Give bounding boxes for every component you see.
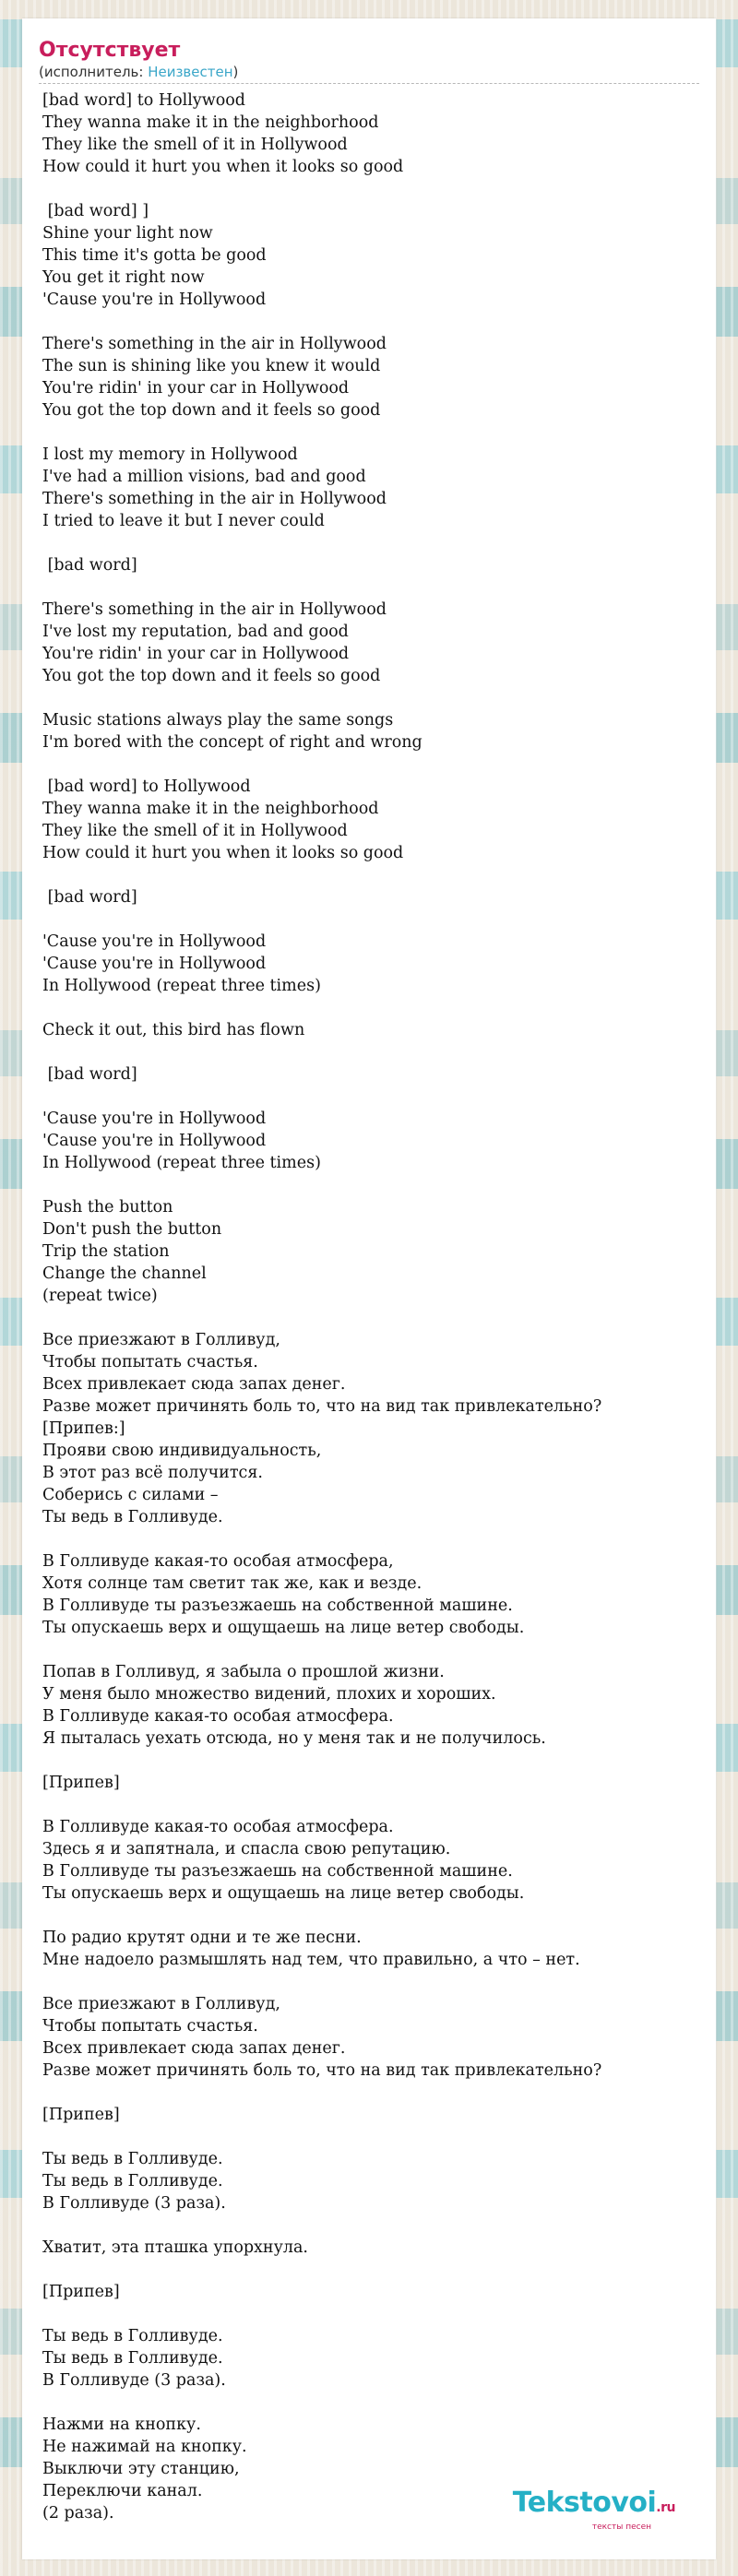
artist-suffix: ) — [232, 64, 239, 80]
logo-tld: .ru — [656, 2500, 675, 2515]
lyric-line: They wanna make it in the neighborhood — [42, 113, 379, 132]
lyric-line: Нажми на кнопку. — [42, 2416, 201, 2434]
lyric-line: In Hollywood (repeat three times) — [42, 1154, 321, 1172]
lyric-line: Don't push the button — [42, 1220, 222, 1239]
stanza-gap — [42, 2392, 699, 2414]
lyric-line: You're ridin' in your car in Hollywood — [42, 645, 350, 663]
lyric-line: Чтобы попытать счастья. — [42, 1353, 258, 1371]
lyric-line: [bad word] ] — [42, 202, 149, 220]
lyric-line: How could it hurt you when it looks so good — [42, 158, 404, 176]
lyric-line: Хватит, эта пташка упорхнула. — [42, 2238, 308, 2257]
stanza-gap — [42, 532, 699, 554]
stanza-gap — [42, 1750, 699, 1772]
stanza-gap — [42, 1639, 699, 1661]
lyric-line: They wanna make it in the neighborhood — [42, 800, 379, 818]
lyric-line: [bad word] — [42, 1065, 137, 1084]
lyric-line: Мне надоело размышлять над тем, что правильно, а что – нет. — [42, 1951, 580, 1969]
lyric-line: Хотя солнце там светит так же, как и везде. — [42, 1574, 423, 1593]
stanza-gap — [42, 2082, 699, 2104]
artist-line — [39, 63, 699, 84]
stanza-gap — [42, 2214, 699, 2237]
lyric-line: Change the channel — [42, 1264, 207, 1283]
lyric-line: Всех привлекает сюда запах денег. — [42, 2039, 346, 2058]
lyric-line: По радио крутят одни и те же песни. — [42, 1929, 362, 1947]
lyric-line: В Голливуде ты разъезжаешь на собственной машине. — [42, 1597, 513, 1615]
lyric-line: В этот раз всё получится. — [42, 1464, 263, 1482]
lyric-line: You got the top down and it feels so good — [42, 401, 381, 420]
lyric-line: 'Cause you're in Hollywood — [42, 1110, 267, 1128]
lyric-line: I've had a million visions, bad and good — [42, 468, 366, 486]
lyric-line: Переключи канал. — [42, 2482, 203, 2500]
lyric-line: Все приезжают в Голливуд, — [42, 1995, 280, 2013]
stanza-gap — [42, 421, 699, 444]
stanza-gap — [42, 864, 699, 886]
stanza-gap — [42, 1528, 699, 1550]
stanza-gap — [42, 2303, 699, 2325]
lyric-line: Разве может причинять боль то, что на вид так привлекательно? — [42, 2061, 602, 2080]
lyric-line: Trip the station — [42, 1242, 170, 1261]
lyric-line: [Припев] — [42, 2283, 120, 2301]
lyrics-text — [39, 89, 699, 2524]
lyric-line: Music stations always play the same songs — [42, 711, 394, 730]
logo-name: Tekstovoi — [512, 2487, 657, 2519]
stanza-gap — [42, 311, 699, 333]
lyric-line: (repeat twice) — [42, 1287, 158, 1305]
stanza-gap — [42, 1794, 699, 1816]
lyric-line: I lost my memory in Hollywood — [42, 445, 298, 464]
lyric-line: В Голливуде какая-то особая атмосфера. — [42, 1707, 394, 1726]
lyric-line: [Припев] — [42, 1774, 120, 1792]
artist-prefix: (исполнитель: — [39, 64, 149, 80]
logo-wordmark — [513, 2488, 675, 2523]
lyric-line: Прояви свою индивидуальность, — [42, 1442, 322, 1460]
lyric-line: [bad word] to Hollywood — [42, 778, 251, 796]
lyric-line: Ты опускаешь верх и ощущаешь на лице ветер свободы. — [42, 1884, 525, 1903]
stanza-gap — [42, 576, 699, 599]
lyric-line: Попав в Голливуд, я забыла о прошлой жизни. — [42, 1663, 445, 1681]
lyric-line: [Припев] — [42, 2106, 120, 2124]
stanza-gap — [42, 1307, 699, 1329]
stanza-gap — [42, 2259, 699, 2281]
stanza-gap — [42, 1971, 699, 1993]
stanza-gap — [42, 178, 699, 200]
lyric-line: Я пыталась уехать отсюда, но у меня так и не получилось. — [42, 1729, 546, 1748]
lyric-line: I'm bored with the concept of right and wrong — [42, 733, 423, 752]
lyric-line: Соберись с силами – — [42, 1486, 219, 1504]
lyric-line: В Голливуде (3 раза). — [42, 2194, 226, 2213]
lyric-line: 'Cause you're in Hollywood — [42, 932, 267, 951]
lyric-line: 'Cause you're in Hollywood — [42, 955, 267, 973]
lyric-line: Здесь я и запятнала, и спасла свою репутацию. — [42, 1840, 451, 1858]
lyric-line: Ты ведь в Голливуде. — [42, 2327, 223, 2345]
lyric-line: There's something in the air in Hollywood — [42, 600, 387, 619]
stanza-gap — [42, 1086, 699, 1108]
lyric-line: There's something in the air in Hollywood — [42, 335, 387, 353]
stanza-gap — [42, 1041, 699, 1063]
lyric-line: Ты ведь в Голливуде. — [42, 2172, 223, 2190]
lyric-line: В Голливуде какая-то особая атмосфера, — [42, 1552, 394, 1571]
lyric-line: Ты опускаешь верх и ощущаешь на лице ветер свободы. — [42, 1619, 525, 1637]
lyric-line: [bad word] — [42, 888, 137, 907]
lyric-line: There's something in the air in Hollywood — [42, 490, 387, 508]
lyric-line: В Голливуде какая-то особая атмосфера. — [42, 1818, 394, 1836]
lyric-line: You get it right now — [42, 268, 205, 287]
lyric-line: Выключи эту станцию, — [42, 2460, 240, 2478]
lyric-line: They like the smell of it in Hollywood — [42, 822, 348, 840]
lyric-line: You're ridin' in your car in Hollywood — [42, 379, 350, 398]
stanza-gap — [42, 754, 699, 776]
stanza-gap — [42, 908, 699, 931]
stanza-gap — [42, 687, 699, 709]
lyric-line: 'Cause you're in Hollywood — [42, 1132, 267, 1150]
lyric-line: [Припев:] — [42, 1419, 125, 1438]
lyric-line: Ты ведь в Голливуде. — [42, 2349, 223, 2368]
lyric-line: How could it hurt you when it looks so good — [42, 844, 404, 862]
artist-link[interactable]: Неизвестен — [148, 64, 233, 80]
lyric-line: Всех привлекает сюда запах денег. — [42, 1375, 346, 1394]
lyric-line: The sun is shining like you knew it would — [42, 357, 381, 375]
lyric-line: Check it out, this bird has flown — [42, 1021, 305, 1039]
lyric-line: В Голливуде ты разъезжаешь на собственной машине. — [42, 1862, 513, 1881]
logo-tagline: тексты песен — [591, 2523, 651, 2532]
lyric-line: Разве может причинять боль то, что на вид так привлекательно? — [42, 1397, 602, 1416]
lyric-line: You got the top down and it feels so good — [42, 667, 381, 685]
lyric-line: Push the button — [42, 1198, 173, 1217]
lyric-line: Все приезжают в Голливуд, — [42, 1331, 280, 1349]
lyric-line: I tried to leave it but I never could — [42, 512, 325, 530]
lyrics-card — [22, 18, 716, 2559]
lyric-line: Ты ведь в Голливуде. — [42, 2150, 223, 2168]
lyric-line: They like the smell of it in Hollywood — [42, 136, 348, 154]
stanza-gap — [42, 2126, 699, 2148]
lyric-line: [bad word] to Hollywood — [42, 91, 245, 110]
stanza-gap — [42, 997, 699, 1019]
lyric-line: 'Cause you're in Hollywood — [42, 291, 267, 309]
lyric-line: [bad word] — [42, 556, 137, 575]
song-title: Отсутствует — [39, 39, 181, 62]
lyric-line: This time it's gotta be good — [42, 246, 267, 265]
site-logo[interactable] — [513, 2488, 675, 2532]
lyric-line: I've lost my reputation, bad and good — [42, 623, 349, 641]
lyric-line: In Hollywood (repeat three times) — [42, 977, 321, 995]
lyric-line: Shine your light now — [42, 224, 213, 243]
lyric-line: (2 раза). — [42, 2504, 114, 2523]
lyric-line: Ты ведь в Голливуде. — [42, 1508, 223, 1526]
lyric-line: Чтобы попытать счастья. — [42, 2017, 258, 2036]
stanza-gap — [42, 1174, 699, 1196]
lyric-line: У меня было множество видений, плохих и хороших. — [42, 1685, 496, 1703]
lyric-line: Не нажимай на кнопку. — [42, 2438, 247, 2456]
stanza-gap — [42, 1905, 699, 1927]
lyric-line: В Голливуде (3 раза). — [42, 2371, 226, 2390]
